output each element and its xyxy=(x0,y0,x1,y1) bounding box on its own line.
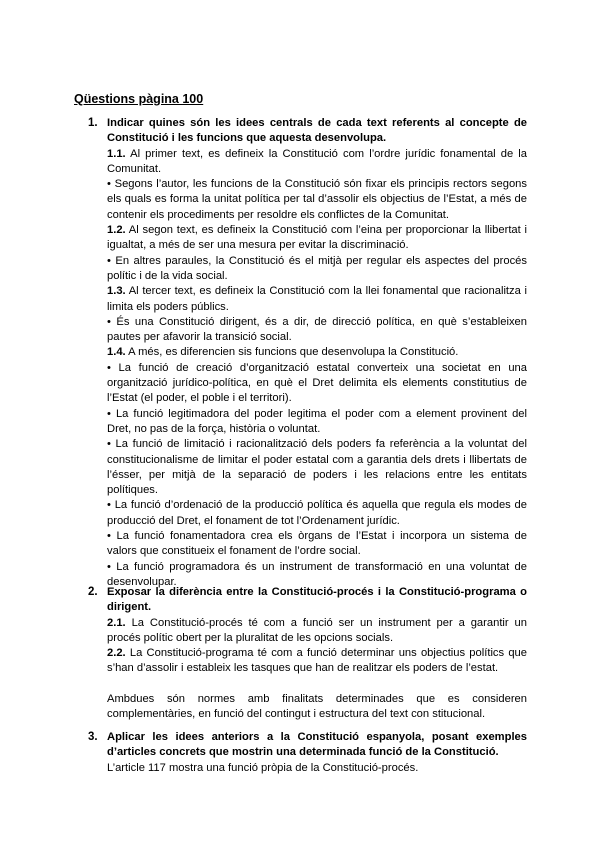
answer-2-2-label: 2.2. xyxy=(107,647,126,660)
answer-2-1 xyxy=(107,616,527,647)
question-2-text: Exposar la diferència entre la Constitució-procés i la Constitució-programa o dirigent. xyxy=(107,586,527,614)
question-2-number: 2. xyxy=(88,586,98,598)
answer-1-4-text: A més, es diferencien sis funcions que desenvolupa la Constitució. xyxy=(125,346,459,359)
answer-3: L’article 117 mostra una funció pròpia de la Constitució-procés. xyxy=(107,761,419,774)
question-1-section xyxy=(107,116,527,590)
answer-1-1-label: 1.1. xyxy=(107,147,126,160)
answer-1-3-label: 1.3. xyxy=(107,285,126,298)
page-title: Qüestions pàgina 100 xyxy=(74,92,204,106)
answer-1-1 xyxy=(107,147,527,178)
answer-1-2-text: Al segon text, es defineix la Constitució com l’eina per proporcionar la llibertat i igualtat, a més de ser una mesura per evitar la discriminació. xyxy=(107,224,527,252)
answer-1-4 xyxy=(107,345,527,360)
answer-2-summary: Ambdues són normes amb finalitats determinades que es consideren complementàries, en funció del contingut i estructura del text con stitucional. xyxy=(107,692,527,721)
answer-1-1-bullet: • Segons l’autor, les funcions de la Constitució són fixar els principis rectors segons els quals es forma la unitat política per tal d’assolir els objectius de l’Estat, a més de contenir els procediments per resoldre els conflictes de la Comunitat. xyxy=(107,178,527,221)
answer-1-1-text: Al primer text, es defineix la Constitució com l’ordre jurídic fonamental de la Comunitat. xyxy=(107,147,527,175)
question-3-number: 3. xyxy=(88,731,98,743)
answer-1-3-text: Al tercer text, es defineix la Constitució com la llei fonamental que racionalitza i limita els poders públics. xyxy=(107,285,527,313)
function-programming: • La funció programadora és un instrument de transformació en una voluntat de desenvolupar. xyxy=(107,560,527,588)
question-1-text: Indicar quines són les idees centrals de cada text referents al concepte de Constitució i les funcions que aquesta desenvolupa. xyxy=(107,117,527,145)
function-legitimating: • La funció legitimadora del poder legitima el poder com a element provinent del Dret, no pas de la força, història o voluntat. xyxy=(107,407,527,435)
question-1-number: 1. xyxy=(88,117,98,129)
paragraph-gap xyxy=(107,677,527,692)
answer-1-2-label: 1.2. xyxy=(107,224,126,237)
answer-1-3-bullet: • És una Constitució dirigent, és a dir, de direcció política, en què s’estableixen pautes per afavorir la transició social. xyxy=(107,315,527,344)
answer-1-2-bullet: • En altres paraules, la Constitució és el mitjà per regular els aspectes del procés polític i de la vida social. xyxy=(107,254,527,282)
answer-2-1-label: 2.1. xyxy=(107,616,126,629)
answer-2-2 xyxy=(107,646,527,677)
function-creation: • La funció de creació d’organització estatal converteix una societat en una organització jurídico-política, en què el Dret delimita els elements constitutius de l’Estat (el poder, el poble i el territori). xyxy=(107,361,527,405)
question-3-section xyxy=(107,730,527,776)
answer-2-1-text: La Constitució-procés té com a funció ser un instrument per a garantir un procés polític obert per la pluralitat de les opcions socials. xyxy=(107,616,527,644)
function-ordering: • La funció d’ordenació de la producció política és aquella que regula els modes de producció del Dret, el fonament de tot l’Ordenament jurídic. xyxy=(107,499,527,527)
answer-2-2-text: La Constitució-programa té com a funció determinar uns objectius polítics que s’han d’assolir i estableix les tasques que han de realitzar els poders de l’estat. xyxy=(107,647,527,675)
question-2-section xyxy=(107,585,527,722)
answer-1-4-label: 1.4. xyxy=(107,346,126,359)
answer-1-3 xyxy=(107,284,527,315)
function-founding: • La funció fonamentadora crea els òrgans de l’Estat i incorpora un sistema de valors que constitueix el fonament de l’ordre social. xyxy=(107,530,527,558)
answer-1-2 xyxy=(107,223,527,254)
function-limitation: • La funció de limitació i racionalització dels poders fa referència a la voluntat del constitucionalisme de limitar el poder estatal com a garantia dels drets i llibertats de l’ésser, per mitjà de la separació de poders i les relacions entre les entitats polítiques. xyxy=(107,438,527,497)
question-3-text: Aplicar les idees anteriors a la Constitució espanyola, posant exemples d’articles concrets que mostrin una determinada funció de la Constitució. xyxy=(107,731,527,759)
